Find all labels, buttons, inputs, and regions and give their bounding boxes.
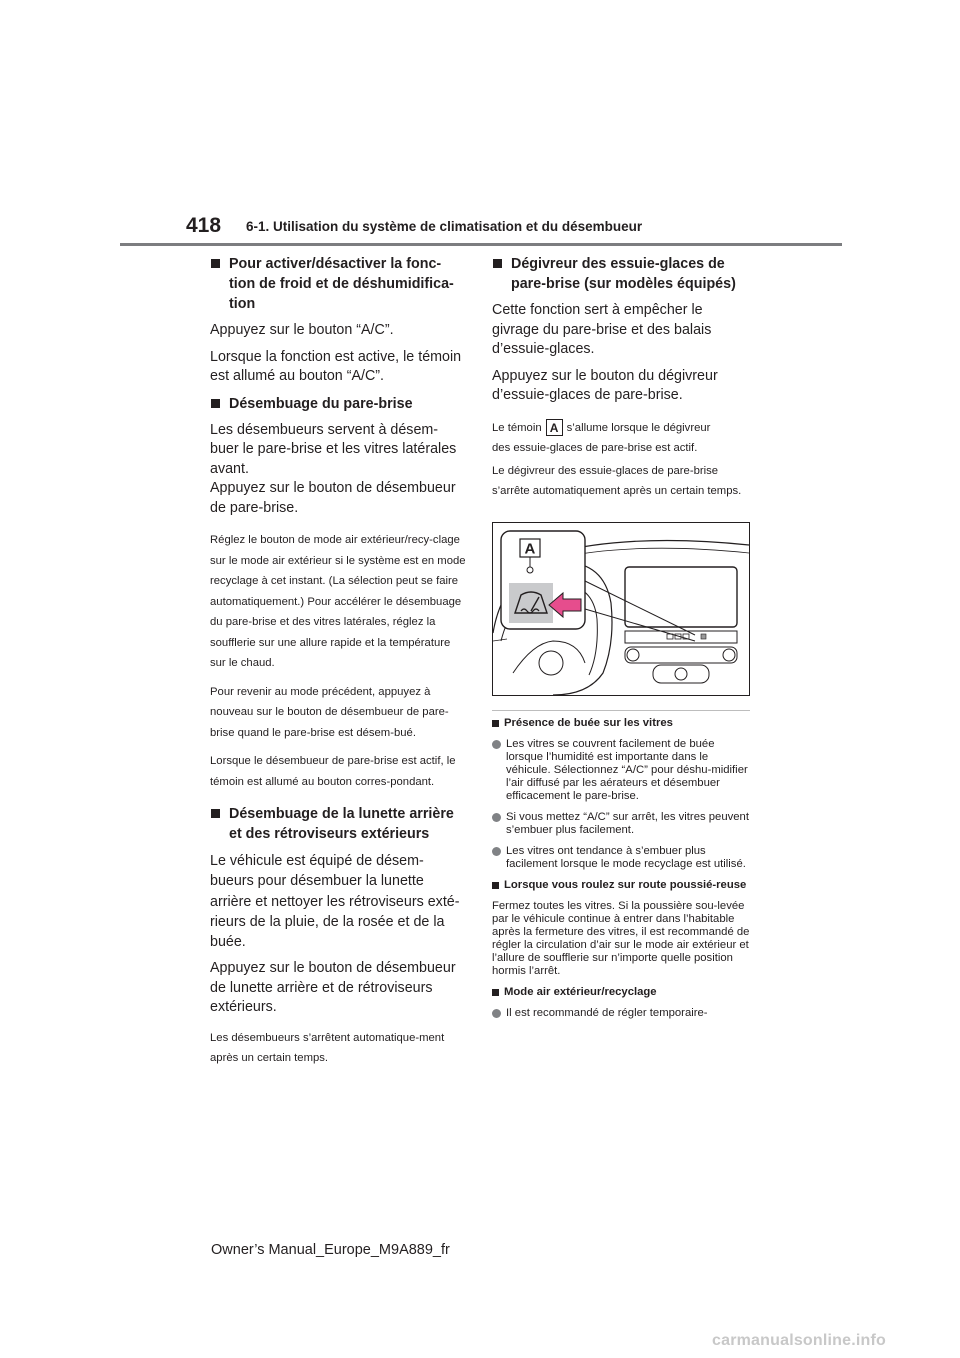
dashboard-drawing bbox=[493, 523, 749, 695]
heading-square-icon bbox=[211, 399, 220, 408]
paragraph: Appuyez sur le bouton “A/C”. bbox=[210, 322, 394, 338]
note-text: Le dégivreur des essuie-glaces de pare-brise s’arrête automatiquement après un certain temps. bbox=[492, 464, 742, 497]
heading-square-icon bbox=[211, 259, 220, 268]
section-heading-wiper-deicer bbox=[492, 254, 750, 294]
note-heading-text: Mode air extérieur/recyclage bbox=[504, 985, 657, 998]
heading-text: Désembuage de la lunette arrière et des rétroviseurs extérieurs bbox=[229, 806, 454, 842]
section-heading-rear-defog bbox=[210, 804, 466, 844]
heading-square-icon bbox=[492, 720, 499, 727]
note-text: Pour revenir au mode précédent, appuyez à nouveau sur le bouton de désembueur de pare-brise quand le pare-brise est désem-bué. bbox=[210, 685, 449, 739]
note-heading bbox=[492, 717, 750, 730]
bullet-dot-icon bbox=[492, 847, 501, 856]
heading-square-icon bbox=[492, 989, 499, 996]
section-heading-windshield-defog bbox=[210, 394, 466, 414]
bullet-dot-icon bbox=[492, 1009, 501, 1018]
note-text: Réglez le bouton de mode air extérieur/recy-clage sur le mode air extérieur si le système est en mode recyclage à cet instant. (La sélection peut se faire automatiquement.) Pour accélérer le désembuage du pare-brise et des vitres latérales, réglez la soufflerie sur une allure rapide et la température sur le chaud. bbox=[210, 534, 466, 669]
footer-text: Owner’s Manual_Europe_M9A889_fr bbox=[211, 1242, 450, 1258]
paragraph: Appuyez sur le bouton de désembueur de pare-brise. bbox=[210, 480, 456, 516]
note-heading-text: Lorsque vous roulez sur route poussié-reuse bbox=[504, 878, 747, 891]
bullet-dot-icon bbox=[492, 740, 501, 749]
note-heading-text: Présence de buée sur les vitres bbox=[504, 716, 673, 729]
paragraph: Lorsque la fonction est active, le témoin est allumé au bouton “A/C”. bbox=[210, 348, 462, 384]
note-heading bbox=[492, 986, 750, 999]
page-number: 418 bbox=[186, 214, 222, 237]
note-bullet-text: Les vitres se couvrent facilement de buée lorsque l’humidité est importante dans le véhicule. Sélectionnez “A/C” pour déshu-midifier l’air diffusé par les aérateurs et désembuer efficacement le pare-brise. bbox=[506, 737, 748, 802]
note-bullet-text: Les vitres ont tendance à s’embuer plus facilement lorsque le mode recyclage est utilisé. bbox=[506, 844, 746, 870]
indicator-a-label: A bbox=[546, 419, 563, 436]
indicator-text-cont: des essuie-glaces de pare-brise est actif. bbox=[492, 442, 698, 454]
section-header: 6-1. Utilisation du système de climatisation et du désembueur bbox=[246, 219, 643, 234]
figure-a-label: A bbox=[524, 540, 536, 557]
note-bullet bbox=[492, 1007, 750, 1020]
paragraph: Cette fonction sert à empêcher le givrage du pare-brise et des balais d’essuie-glaces. bbox=[492, 302, 712, 357]
note-text: Lorsque le désembueur de pare-brise est actif, le témoin est allumé au bouton corres-pondant. bbox=[210, 755, 456, 788]
bullet-dot-icon bbox=[492, 813, 501, 822]
paragraph: Le véhicule est équipé de désem-bueurs pour désembuer la lunette arrière et nettoyer les rétroviseurs exté-rieurs de la pluie, de la rosée et de la buée. bbox=[210, 853, 460, 951]
note-bullet-text: Si vous mettez “A/C” sur arrêt, les vitres peuvent s’embuer plus facilement. bbox=[506, 810, 749, 836]
indicator-note bbox=[492, 418, 750, 459]
note-bullet bbox=[492, 811, 750, 837]
header-rule bbox=[120, 243, 842, 246]
watermark: carmanualsonline.info bbox=[712, 1332, 887, 1349]
paragraph: Appuyez sur le bouton du dégivreur d’essuie-glaces de pare-brise. bbox=[492, 367, 718, 403]
note-heading bbox=[492, 879, 750, 892]
heading-square-icon bbox=[211, 809, 220, 818]
indicator-text-pre: Le témoin bbox=[492, 421, 542, 434]
heading-square-icon bbox=[493, 259, 502, 268]
note-text: Les désembueurs s’arrêtent automatique-ment après un certain temps. bbox=[210, 1031, 445, 1065]
paragraph: Les désembueurs servent à désem-buer le pare-brise et les vitres latérales avant. bbox=[210, 421, 457, 477]
left-column bbox=[210, 254, 466, 1077]
indicator-text-post: s’allume lorsque le dégivreur bbox=[566, 421, 711, 434]
heading-text: Dégivreur des essuie-glaces de pare-brise (sur modèles équipés) bbox=[511, 256, 736, 292]
indicator-line bbox=[492, 418, 750, 439]
note-bullet-text: Il est recommandé de régler temporaire- bbox=[506, 1006, 708, 1019]
paragraph: Appuyez sur le bouton de désembueur de lunette arrière et de rétroviseurs extérieurs. bbox=[210, 960, 456, 1016]
heading-square-icon bbox=[492, 882, 499, 889]
dashboard-illustration bbox=[492, 522, 750, 696]
note-bullet bbox=[492, 738, 750, 803]
heading-text: Désembuage du pare-brise bbox=[229, 395, 413, 412]
section-heading-ac bbox=[210, 254, 466, 314]
notes-section bbox=[492, 710, 750, 1020]
right-column bbox=[492, 254, 750, 1028]
heading-text: Pour activer/désactiver la fonc-tion de froid et de déshumidifica-tion bbox=[229, 256, 454, 312]
note-bullet bbox=[492, 845, 750, 871]
note-paragraph: Fermez toutes les vitres. Si la poussière sou-levée par le véhicule continue à entrer dans l’habitable après la fermeture des vitres, il est recommandé de régler la circulation d’air sur le mode air extérieur et l’allure de soufflerie sur n’importe quelle position hormis l’arrêt. bbox=[492, 899, 750, 977]
